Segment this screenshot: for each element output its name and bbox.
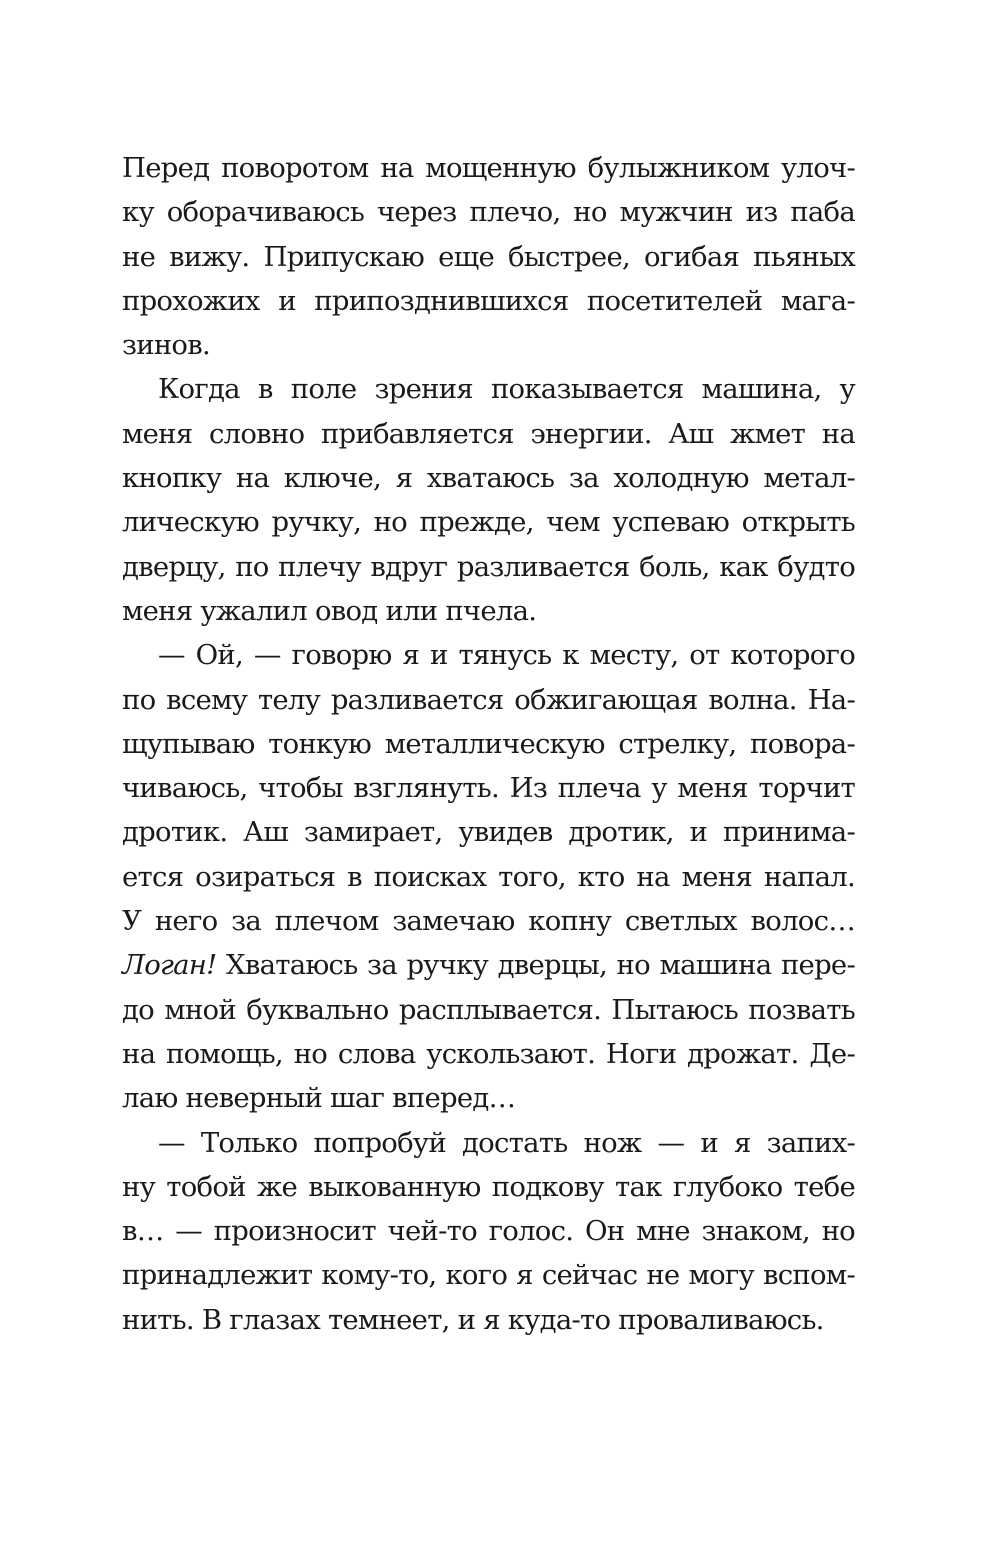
text-line: меня словно прибавляется энергии. Аш жмет на [122,417,855,450]
text-line: на помощь, но слова ускользают. Ноги дрожат. Де- [122,1037,855,1070]
text-line: меня ужалил овод или пчела. [122,594,537,627]
paragraph-1 [122,146,855,367]
body-text [122,146,855,1342]
text-line: по всему телу разливается обжигающая волна. На- [122,683,855,716]
text-line: прохожих и припозднившихся посетителей мага- [122,284,855,317]
text-line: чиваюсь, чтобы взглянуть. Из плеча у меня торчит [122,772,855,805]
text-line: — Только попробуй достать нож — и я запих- [158,1126,855,1159]
paragraph-2 [122,367,855,633]
text-line: ку оборачиваюсь через плечо, но мужчин из паба [122,196,855,229]
text-line: Когда в поле зрения показывается машина, у [158,373,855,406]
text-line: зинов. [122,329,210,362]
text-line: ется озираться в поисках того, кто на меня напал. [122,860,855,893]
text-line: дверцу, по плечу вдруг разливается боль, как будто [122,550,855,583]
paragraph-4 [122,1121,855,1342]
text-line: нить. В глазах темнеет, и я куда-то проваливаюсь. [122,1303,824,1336]
text-line: У него за плечом замечаю копну светлых волос… [122,905,855,938]
text-fragment: Хватаюсь за ручку дверцы, но машина пере- [216,949,855,982]
text-line: лическую ручку, но прежде, чем успеваю открыть [122,506,855,539]
paragraph-3 [122,633,855,1120]
text-line: до мной буквально расплывается. Пытаюсь позвать [122,993,855,1026]
text-line: — Ой, — говорю я и тянусь к месту, от которого [158,639,855,672]
text-line: Перед поворотом на мощенную булыжником улоч- [122,152,855,184]
text-line [122,943,855,987]
text-line: дротик. Аш замирает, увидев дротик, и принима- [122,816,855,849]
text-line: в… — произносит чей-то голос. Он мне знаком, но [122,1215,855,1248]
text-line: лаю неверный шаг вперед… [122,1082,516,1115]
text-line: щупываю тонкую металлическую стрелку, повора- [122,727,855,760]
text-line: ну тобой же выкованную подкову так глубоко тебе [122,1170,855,1203]
text-line: кнопку на ключе, я хватаюсь за холодную метал- [122,462,855,495]
text-line: принадлежит кому-то, кого я сейчас не могу вспом- [122,1259,855,1292]
text-line: не вижу. Припускаю еще быстрее, огибая пьяных [122,240,855,273]
italic-name: Логан! [122,949,217,982]
